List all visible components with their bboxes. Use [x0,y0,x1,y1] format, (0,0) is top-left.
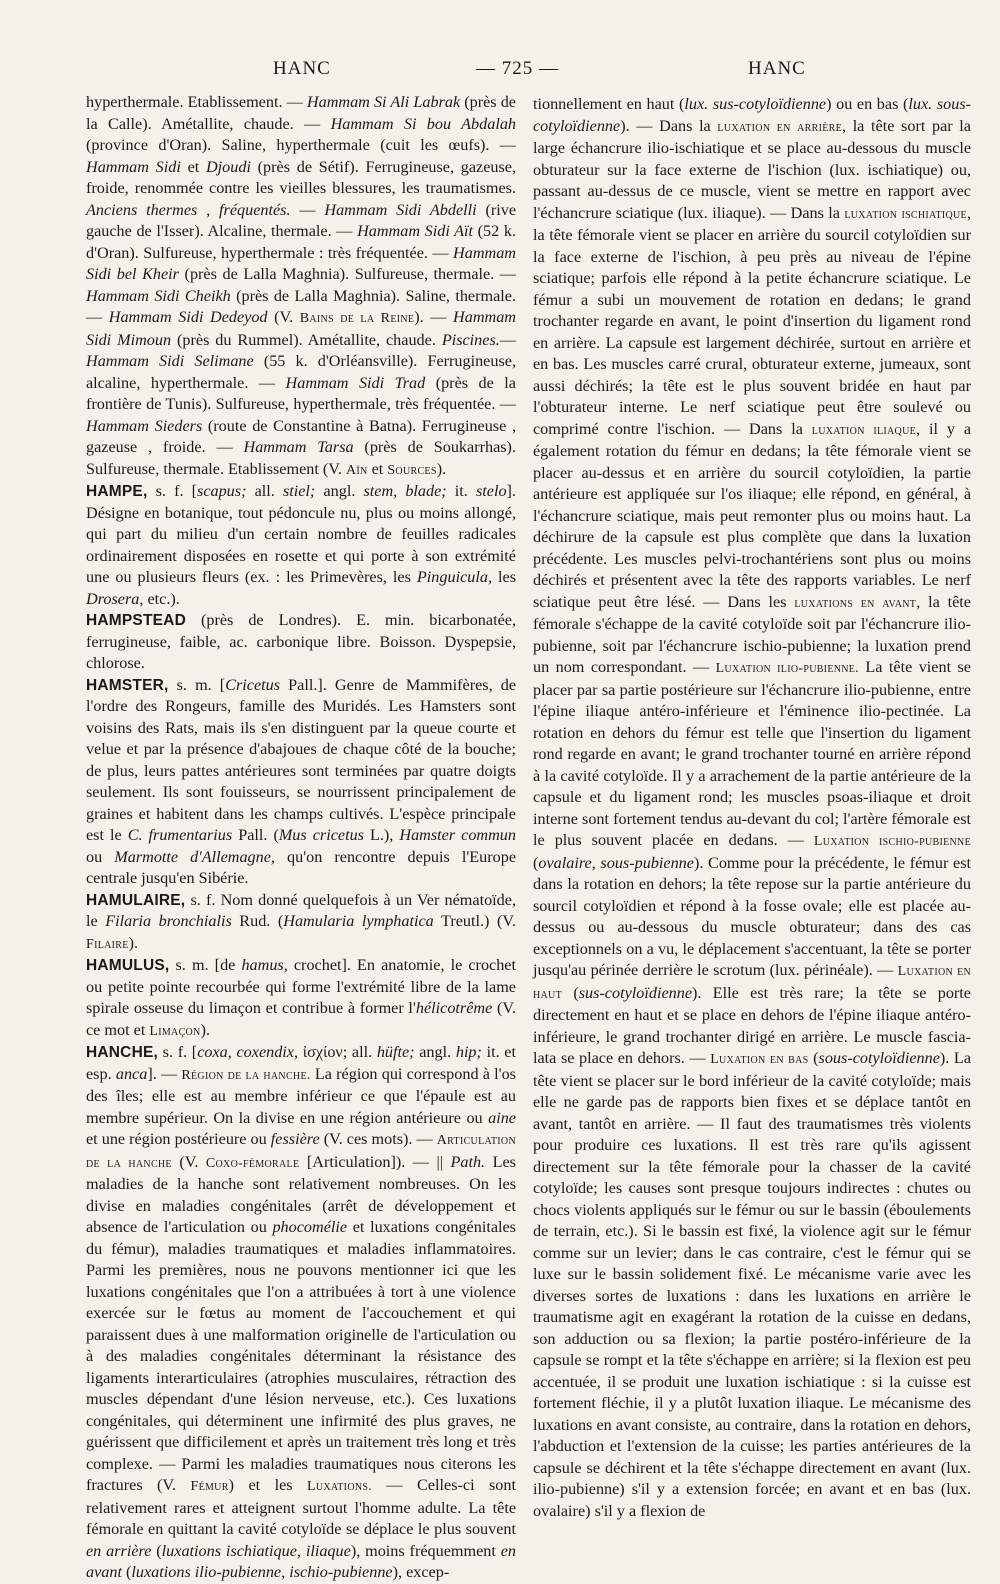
text-run: Luxation en haut [533,964,971,1002]
text-run: Articulation de la hanche [86,1133,516,1171]
text-run: (V. [171,1152,206,1171]
text-run: ) ou en bas ( [826,95,909,113]
text-run: (route de Constantine à Batna). Ferrugineuse , gazeuse , froide. — [86,416,516,456]
right-column [533,94,971,1522]
entry-hamulaire [86,890,516,956]
text-run: (province d'Oran). Saline, hyperthermale (cuit les œufs). — [86,136,516,154]
text-run: ( [121,1563,132,1581]
text-run: Anciens thermes , fréquentés. [86,200,291,219]
text-run: ). Elle est très rare; la tête se porte directement en haut et se place en dehors de l'épine iliaque antéro-inférieure, le grand trochanter dirigé en arrière. Le muscle fascia-lata se place en dehors. — [533,983,971,1067]
text-run: Luxation en bas [710,1052,809,1067]
text-run: sus-cotyloïdienne [578,983,692,1002]
text-run: Hammam Sidi Dedeyod [108,308,268,326]
text-run: Hammam Sidi Cheikh [86,286,231,305]
text-run: (près de Lalla Maghnia). Sulfureuse, thermale. — [178,265,516,283]
text-run: ) et les [228,1476,307,1494]
text-run: et luxations congénitales du fémur), maladies traumatiques et maladies inflammatoires. Parmi les premières, nous ne pouvons mentionner ici que les luxations congénitales que l'on a attribuées à tort à une violence exercée sur le fœtus au moment de l'accouchement et qui paraissent dues à une malformation originelle de l'articulation ou à des maladies congénitales déterminant la résistance des ligaments interarticulaires (atrophies musculaires, rétraction des muscles dépendant d'une lésion nerveuse, etc.). Ces luxations congénitales, qui déterminent une infirmité des plus graves, ne guérissent que difficilement et après un traitement très long et très complexe. — Parmi les maladies traumatiques nous citerons les fractures (V. [86,1218,516,1494]
text-run: , la tête fémorale vient se placer en arrière du sourcil cotyloïdien sur la face externe de l'ischion, à peu près au niveau de l'épine sciatique; parfois elle répond à la petite échancrure sciatique. Le fémur a subi un mouvement de rotation en dedans; le grand trochanter regarde en avant, le point d'insertion du ligament rond en arrière. La capsule est largement déchirée, surtout en arrière et en bas. Les muscles carré crural, obturateur externe, jumeaux, sont aussi déchirés; la tête est le plus souvent bridée en haut par l'obturateur interne. Le nerf sciatique peut être soulevé ou comprimé contre l'ischion. — Dans la [533,203,972,438]
text-run: Hammam Sidi [86,157,181,176]
text-run: Marmotte d'Allemagne, [114,847,275,866]
text-run: ), moins fréquemment [350,1541,501,1560]
text-run: Sources [387,462,437,478]
text-run: — [290,200,325,219]
text-run: s. f. [ [147,482,198,500]
text-run: Hammam Sieders [86,416,203,435]
text-run: hélicotrême [415,999,493,1017]
text-run: ( [151,1541,162,1560]
entry-hanche [86,1042,516,1584]
text-run: (55 k. d'Orléansville). Ferrugineuse, alcaline, hyperthermale. — [86,352,516,392]
text-run: stem, blade; [363,482,447,500]
text-run: Fémur [190,1479,229,1494]
text-run: Hamularia lymphatica [283,912,434,930]
text-run: anca [115,1064,148,1083]
text-run: phocomélie [272,1218,348,1236]
text-run: hyperthermale. Etablissement. — [86,93,307,111]
text-run: qu'on rencontre depuis l'Europe centrale jusqu'en Sibérie. [86,847,517,887]
text-run: , la tête fémorale s'échappe de la cavité cotyloïde soit par l'échancrure ilio-pubienne, soit par l'échancrure ischio-pubienne; la luxation prend un nom correspondant. — [533,592,971,676]
text-run: hüfte; [376,1043,415,1061]
text-run: La région qui correspond à l'os des îles; elle est au membre inférieur ce que l'épaule est au membre supérieur. On la divise en une région antérieure ou [86,1064,516,1127]
text-run: Path. [450,1152,486,1171]
text-run: Pall. ( [232,826,279,844]
text-run: — Celles-ci sont relativement rares et atteignent surtout l'homme adulte. La tête fémorale en quittant la cavité cotyloïde se déplace le plus souvent [86,1476,516,1538]
text-run: Rud. ( [231,912,284,930]
text-run: — [499,330,516,349]
text-run: all. [246,482,283,500]
text-run: et [367,459,388,478]
text-run: stiel; [282,482,316,500]
text-run: hamus, [241,956,288,974]
text-run: (près de Soukarrhas). Sulfureuse, thermale. Etablissement (V. [86,438,516,478]
text-run: ( [561,983,579,1002]
left-column [86,92,516,1584]
text-run: crochet]. En anatomie, le crochet ou petite pointe recourbée qui forme l'extrémité libre de la lame spirale osseuse du limaçon et contribue à former l' [86,956,516,1017]
text-run: Hamster commun [399,826,516,844]
text-run: hip; [455,1043,482,1061]
text-run: Luxation ischio-pubienne [813,834,971,849]
entry-hampstead [86,610,516,675]
text-run: Luxations. [306,1479,373,1494]
text-run: Mus cricetus [278,826,364,844]
text-run: luxations ischiatique, iliaque [161,1541,351,1560]
text-run: ). [200,1020,211,1039]
text-run: Luxation ilio-pubienne. [715,661,859,676]
text-run: Hammam Sidi Mimoun [86,308,516,349]
text-run: Bains de la Reine [299,311,415,326]
text-run: Hammam Sidi Trad [285,373,426,392]
text-run: angl. [315,482,364,500]
text-run: ( [808,1049,819,1067]
entry-hamulus [86,955,516,1042]
text-run: ]. Désigne en botanique, tout pédoncule nu, plus ou moins allongé, qui part du milieu d'un certain nombre de feuilles radicales ordinairement disposées en rosette et qui porte à son extrémité une ou plusieurs fleurs (ex. : les Primevères, les [86,482,516,586]
text-run: Hammam Si bou Abdalah [330,114,517,133]
text-run: C. frumentarius [127,826,233,844]
text-run: s. m. [ [168,675,226,694]
entry-hamster [86,675,516,890]
text-run: coxa, coxendix, [197,1043,299,1061]
text-run: Cricetus [225,675,281,694]
text-run: (V. [267,308,300,326]
entry-hampe [86,481,516,610]
text-run: (près de la Calle). Amétallite, chaude. — [86,93,516,133]
text-run: , il y a également rotation du fémur en dedans; la tête fémorale vient se placer au-dessus et en arrière du sourcil cotyloïdien, la partie antérieure est appliquée sur l'os iliaque; elle répond, en général, à l'échancrure sciatique, mais peut remonter plus ou moins haut. La déchirure de la capsule est plus complète que dans la luxation précédente. Les muscles pelvi-trochantériens sont plus ou moins déchirés et présentent avec la tête des rapports variables. Le nerf sciatique peut être lésé. — Dans les [533,419,972,611]
text-run: (52 k. d'Oran). Sulfureuse, hyperthermale : très fréquentée. — [86,222,516,262]
headword: HANCHE, [86,1044,159,1061]
text-run: ). La tête vient se placer sur le bord inférieur de la cavité cotyloïde; mais elle ne garde pas de rapports bien fixes et se déplace tantôt en avant, tantôt en arrière. — Il faut des traumatismes très violents pour produire ces luxations. Il est très rare qu'ils agissent directement sur la tête fémorale pour la chasser de la cavité cotyloïde; les causes sont presque toujours indirectes : chutes ou chocs violents appliqués sur le fémur ou sur le bassin (éboulements de terrain, etc.). Si le bassin est fixé, la violence agit sur le fémur comme sur un levier; dans le cas contraire, c'est le fémur qui se luxe sur le bassin solidement fixé. Le mécanisme varie avec les diverses sortes de luxations : dans les luxations en arrière le traumatisme agit en exagérant la rotation de la cuisse en dedans, son adduction ou sa flexion; la partie postéro-inférieure de la capsule se rompt et la tête s'échappe en arrière; si la flexion est peu accentuée, il se produit une luxation ischiatique : si la cuisse est fortement fléchie, il y a plutôt luxation iliaque. Le mécanisme des luxations en avant consiste, au contraire, dans la rotation en dehors, l'abduction et l'extension de la cuisse; les parties antérieures de la capsule se déchirent et la tête s'échappe directement en avant (lux. ilio-pubienne) s'il y a extension forcée; en avant et en bas (lux. ovalaire) s'il y a flexion de [533,1049,972,1520]
text-run: en arrière [86,1541,152,1560]
text-run: Treutl.) (V. [433,912,516,930]
text-run: tionnellement en haut ( [533,95,685,113]
text-run: Hammam Sidi bel Kheir [86,243,516,283]
headword: HAMULUS, [86,957,170,974]
entry-hanche-continued [533,94,971,1522]
text-run: aine [488,1108,516,1127]
text-run: , la tête sort par la large échancrure ilio-ischiatique et se place au-dessous du muscle obturateur sur la face externe de l'ischion (lux. ischiatique) ou, passant au-dessus de ce muscle, vient se mettre en rapport avec l'échancrure sciatique (lux. iliaque). — Dans la [533,116,971,222]
text-run: Piscines. [441,330,500,349]
text-run: ). — Dans la [620,116,718,135]
text-run: luxations en avant [794,595,917,611]
text-run: ). — [414,308,454,326]
text-run: Hammam Sidi Aït [357,222,474,240]
text-run: angl. [414,1043,456,1061]
running-header [88,58,968,86]
text-run: sous-cotyloïdienne [818,1049,940,1067]
text-run: ou [86,847,115,866]
text-run: (près de Londres). E. min. bicarbonatée, ferrugineuse, faible, ac. carbonique libre. Boisson. Dyspepsie, chlorose. [86,611,516,672]
text-run: fessière [270,1130,320,1148]
text-run: ]. — [147,1064,182,1083]
text-run: ). Comme pour la précédente, le fémur est dans la rotation en dehors; la tête repose sur la partie antérieure du sourcil cotyloïdien et répond à la fosse ovale; elle est placée au-dessus ou au-dessous du muscle obturateur; dans des cas exceptionnels on a vu, le déplacement s'accentuant, la tête se porter jusqu'au périnée derrière le scrotum (lux. périnéale). — [533,853,971,979]
text-run: Hammam Sidi Selimane [86,352,254,370]
headword: HAMPSTEAD [86,612,186,629]
text-run: lux. sous-cotyloïdienne [533,95,972,135]
text-run: Filaria bronchialis [105,912,232,930]
text-run: L.), [363,826,400,844]
text-run: stelo [475,482,507,500]
text-run: Coxo-fémorale [205,1155,300,1171]
text-run: luxation en arrière [717,119,842,135]
text-run: Filaire [86,936,129,952]
text-run: luxations ilio-pubienne, ischio-pubienne [131,1563,393,1581]
text-run: et une région postérieure ou [86,1130,271,1148]
text-run: Pall.]. Genre de Mammifères, de l'ordre des Rongeurs, famille des Muridés. Les Hamsters sont voisins des Rats, mais ils s'en distinguent par la queue courte et velue et par la présence d'abajoues de chaque côté de la bouche; de plus, leurs pattes antérieures sont terminées par quatre doigts seulement. Ils sont fouisseurs, se nourrissent principalement de graines et habitent dans les champs cultivés. L'espèce principale est le [86,675,516,844]
text-run: Djoudi [205,157,251,176]
text-run: Les maladies de la hanche sont relativement nombreuses. On les divise en maladies congénitales (arrêt de développement et absence de l'articulation ou [86,1152,516,1236]
headword: HAMSTER, [86,676,169,694]
text-run: La tête vient se placer par sa partie postérieure sur l'échancrure ilio-pubienne, entre l'épine iliaque antéro-inférieure et l'éminence ilio-pectinée. La rotation en dehors du fémur est telle que l'insertion du ligament rond regarde en avant; le grand trochanter tourné en arrière répond à la cavité cotyloïde. Il y a arrachement de la partie antérieure de la capsule et du ligament rond; les muscles psoas-iliaque et droit interne sont fortement tendus au-devant du col; l'artère fémorale est le plus souvent placée en dedans. — [533,658,971,849]
text-run: luxation iliaque [811,422,917,438]
headword: HAMULAIRE, [86,891,186,909]
text-run: etc.). [143,589,180,608]
text-run: et [180,157,206,176]
header-right-title: HANC [748,58,806,79]
entry-hammam-continued [86,92,516,481]
text-run: it. [446,482,476,500]
text-run: Limaçon [149,1023,201,1039]
text-run: (près de Sétif). Ferrugineuse, gazeuse, froide, renommée contre les vieilles blessures, les traumatismes. [86,157,517,197]
text-run: (près de Lalla Maghnia). Saline, thermale. — [86,286,516,326]
text-run: s. f. [ [158,1043,198,1061]
text-run: luxation ischiatique [844,206,967,222]
text-run: Pinguicula, [416,568,493,586]
text-run: les [492,568,516,586]
text-run: Drosera, [86,589,144,608]
text-run: ), excep- [392,1563,450,1581]
text-run: ἰσχίον; all. [298,1043,377,1061]
text-run: (rive gauche de l'Isser). Alcaline, thermale. — [86,200,517,240]
text-run: Région de la hanche. [181,1067,311,1083]
text-run: Hammam Sidi Abdelli [324,200,477,219]
text-run: lux. sus-cotyloïdienne [684,95,827,113]
text-run: s. f. Nom donné quelquefois à un Ver nématoïde, le [86,890,516,930]
text-run: it. et esp. [86,1043,516,1083]
text-run: Hammam Tarsa [243,438,354,456]
text-run: (près du Rummel). Amétallite, chaude. [171,330,442,349]
text-run: ( [533,853,539,872]
text-run: ). [128,933,139,952]
page-number: — 725 — [476,58,559,79]
text-run: ). [436,459,447,478]
text-run: en avant [86,1541,517,1581]
text-run: Aïn [346,462,368,478]
text-run: (près de la frontière de Tunis). Sulfureuse, hyperthermale, très fréquentée. — [86,373,516,413]
text-run: ovalaire, sous-pubienne [538,853,694,872]
text-run: scapus; [197,482,247,500]
text-run: (V. ce mot et [86,999,517,1039]
header-left-title: HANC [273,58,331,79]
text-run: s. m. [de [169,956,242,974]
text-run: Hammam Si Ali Labrak [306,93,461,111]
text-run: [Articulation]). — || [299,1152,451,1171]
text-run: (V. ces mots). — [319,1130,437,1148]
headword: HAMPE, [86,483,148,500]
